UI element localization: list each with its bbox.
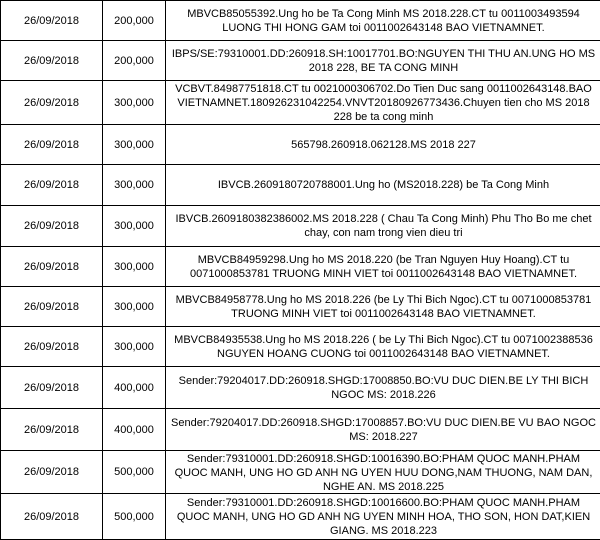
amount-cell: 400,000	[103, 409, 166, 451]
date-cell: 26/09/2018	[1, 81, 103, 125]
description-text: VCBVT.84987751818.CT tu 0021000306702.Do Tien Duc sang 0011002643148.BAO VIETNAMNET.180926231042254.VNVT20180926773436.Chuyen tien cho MS 2018 228 be ta cong minh	[166, 82, 600, 124]
table-row	[1, 494, 600, 540]
description-text: MBVCB85055392.Ung ho be Ta Cong Minh MS 2018.228.CT tu 0011003493594 LUONG THI HONG GAM toi 0011002643148 BAO VIETNAMNET.	[166, 7, 600, 35]
description-cell	[166, 247, 600, 287]
table-row	[1, 206, 600, 247]
date-cell: 26/09/2018	[1, 287, 103, 327]
date-cell: 26/09/2018	[1, 125, 103, 165]
date-cell: 26/09/2018	[1, 165, 103, 206]
amount-cell: 300,000	[103, 125, 166, 165]
amount-cell: 500,000	[103, 494, 166, 540]
description-text: MBVCB84935538.Ung ho MS 2018.226 ( be Ly Thi Bich Ngoc).CT tu 0071002388536 NGUYEN HOANG CUONG toi 0011002643148 BAO VIETNAMNET.	[166, 333, 600, 361]
table-row	[1, 165, 600, 206]
amount-cell: 300,000	[103, 206, 166, 247]
description-cell	[166, 327, 600, 367]
date-cell: 26/09/2018	[1, 247, 103, 287]
table-row	[1, 1, 600, 41]
description-text: Sender:79310001.DD:260918.SHGD:10016390.BO:PHAM QUOC MANH.PHAM QUOC MANH, UNG HO GD ANH NG UYEN HUU DONG,NAM THUONG, NAM DAN, NGHE AN. MS 2018.225	[166, 452, 600, 493]
table-row	[1, 81, 600, 125]
description-cell	[166, 165, 600, 206]
description-cell	[166, 125, 600, 165]
amount-cell: 300,000	[103, 81, 166, 125]
date-cell: 26/09/2018	[1, 327, 103, 367]
description-text: IBPS/SE:79310001.DD:260918.SH:10017701.BO:NGUYEN THI THU AN.UNG HO MS 2018 228, BE TA CONG MINH	[166, 47, 600, 75]
date-cell: 26/09/2018	[1, 409, 103, 451]
description-text: Sender:79310001.DD:260918.SHGD:10016600.BO:PHAM QUOC MANH.PHAM QUOC MANH, UNG HO GD ANH NG UYEN MINH HOA, THO SON, HON DAT,KIEN GIANG. MS 2018.223	[166, 496, 600, 538]
description-text: 565798.260918.062128.MS 2018 227	[166, 138, 600, 152]
amount-cell: 200,000	[103, 41, 166, 81]
description-text: Sender:79204017.DD:260918.SHGD:17008850.BO:VU DUC DIEN.BE LY THI BICH NGOC MS: 2018.226	[166, 374, 600, 402]
date-cell: 26/09/2018	[1, 494, 103, 540]
table-row	[1, 125, 600, 165]
date-cell: 26/09/2018	[1, 206, 103, 247]
description-cell	[166, 41, 600, 81]
description-cell	[166, 81, 600, 125]
amount-cell: 300,000	[103, 247, 166, 287]
description-cell	[166, 1, 600, 41]
table-row	[1, 451, 600, 494]
table-row	[1, 409, 600, 451]
date-cell: 26/09/2018	[1, 1, 103, 41]
table-row	[1, 247, 600, 287]
amount-cell: 300,000	[103, 287, 166, 327]
table-row	[1, 367, 600, 409]
date-cell: 26/09/2018	[1, 41, 103, 81]
date-cell: 26/09/2018	[1, 451, 103, 494]
amount-cell: 400,000	[103, 367, 166, 409]
amount-cell: 300,000	[103, 165, 166, 206]
date-cell: 26/09/2018	[1, 367, 103, 409]
description-text: MBVCB84958778.Ung ho MS 2018.226 (be Ly Thi Bich Ngoc).CT tu 0071000853781 TRUONG MINH VIET toi 0011002643148 BAO VIETNAMNET.	[166, 293, 600, 321]
description-cell	[166, 287, 600, 327]
description-cell	[166, 367, 600, 409]
table-row	[1, 287, 600, 327]
description-text: Sender:79204017.DD:260918.SHGD:17008857.BO:VU DUC DIEN.BE VU BAO NGOC MS: 2018.227	[166, 416, 600, 444]
description-cell	[166, 494, 600, 540]
description-cell	[166, 206, 600, 247]
description-cell	[166, 409, 600, 451]
table-row	[1, 327, 600, 367]
amount-cell: 200,000	[103, 1, 166, 41]
description-cell	[166, 451, 600, 494]
description-text: IBVCB.2609180382386002.MS 2018.228 ( Chau Ta Cong Minh) Phu Tho Bo me chet chay, con nam trong vien dieu tri	[166, 212, 600, 240]
table-body	[1, 1, 600, 540]
description-text: MBVCB84959298.Ung ho MS 2018.220 (be Tran Nguyen Huy Hoang).CT tu 0071000853781 TRUONG MINH VIET toi 0011002643148 BAO VIETNAMNET.	[166, 253, 600, 281]
description-text: IBVCB.2609180720788001.Ung ho (MS2018.228) be Ta Cong Minh	[166, 178, 600, 192]
table-row	[1, 41, 600, 81]
amount-cell: 500,000	[103, 451, 166, 494]
amount-cell: 300,000	[103, 327, 166, 367]
